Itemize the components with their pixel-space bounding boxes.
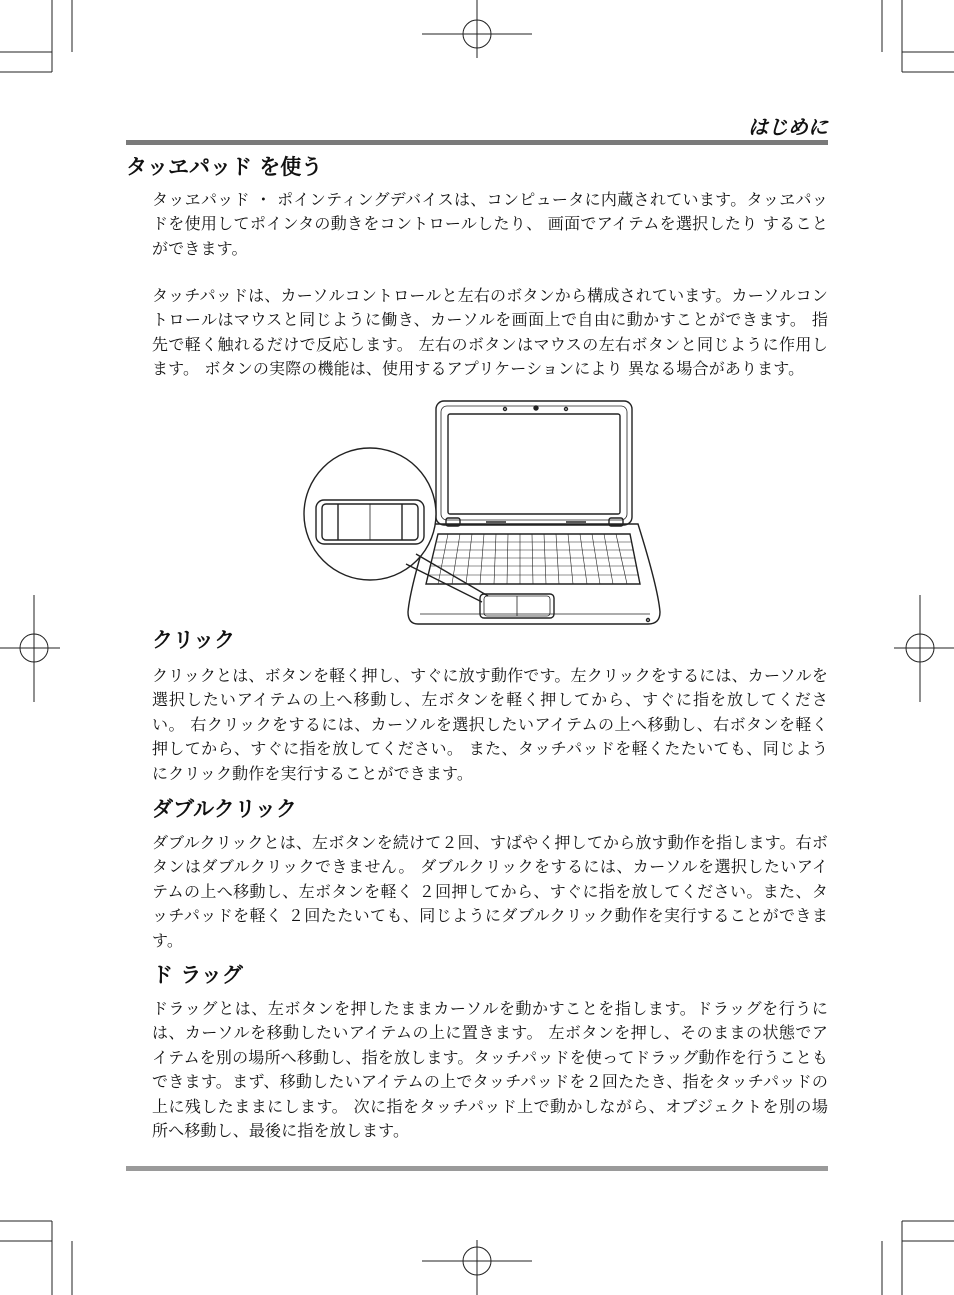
subsection-title-click: クリック (152, 628, 236, 652)
subsection-title-double-click: ダブルクリック (152, 797, 297, 821)
drag-paragraph: ドラッグとは、左ボタンを押したままカーソルを動かすことを指します。ドラッグを行うには、カーソルを移動したいアイテムの上に置きます。 左ボタンを押し、そのままの状態でアイテムを別の場所へ移動し、指を放します。タッチパッドを使ってドラッグ動作を行うこともできます。まず、移動したいアイテムの上でタッチパッドを２回たたき、指をタッチパッドの上に残したままにします。 次に指をタッチパッド上で動かしながら、オブジェクトを別の場所へ移動し、最後に指を放します。 (152, 999, 828, 1141)
header-rule (126, 140, 828, 145)
click-paragraph: クリックとは、ボタンを軽く押し、すぐに放す動作です。左クリックをするには、カーソルを選択したいアイテムの上へ移動し、左ボタンを軽く押してから、すぐに指を放してください。 右クリックをするには、カーソルを選択したいアイテムの上へ移動し、右ボタンを軽く押してから、すぐに指を放してください。 また、タッチパッドを軽くたたいても、同じようにクリック動作を実行することができます。 (152, 666, 828, 783)
footer-rule (126, 1166, 828, 1171)
double-click-paragraph: ダブルクリックとは、左ボタンを続けて２回、すばやく押してから放す動作を指します。右ボタンはダブルクリックできません。 ダブルクリックをするには、カーソルを選択したいアイテムの上へ移動し、左ボタンを軽く ２回押してから、すぐに指を放してください。また、タッチパッドを軽く ２回たたいても、同じようにダブルクリック動作を実行することができます。 (152, 833, 828, 950)
intro-paragraph-2: タッチパッドは、カーソルコントロールと左右のボタンから構成されています。カーソルコントロールはマウスと同じように働き、カーソルを画面上で自由に動かすことができます。 指先で軽く触れるだけで反応します。 左右のボタンはマウスの左右ボタンと同じように作用します。 ボタンの実際の機能は、使用するアプリケーションにより 異なる場合があります。 (152, 286, 828, 379)
subsection-title-drag: ド ラッグ (152, 963, 243, 987)
laptop-touchpad-illustration (298, 398, 668, 630)
section-title: タッヱパッド を使う (126, 155, 323, 179)
intro-paragraph-1: タッヱパッド ・ ポインティングデバイスは、コンピュータに内蔵されています。タッヱパッドを使用してポインタの動きをコントロールしたり、 画面でアイテムを選択したり することができます。 (152, 190, 828, 258)
running-head: はじめに (748, 115, 828, 139)
